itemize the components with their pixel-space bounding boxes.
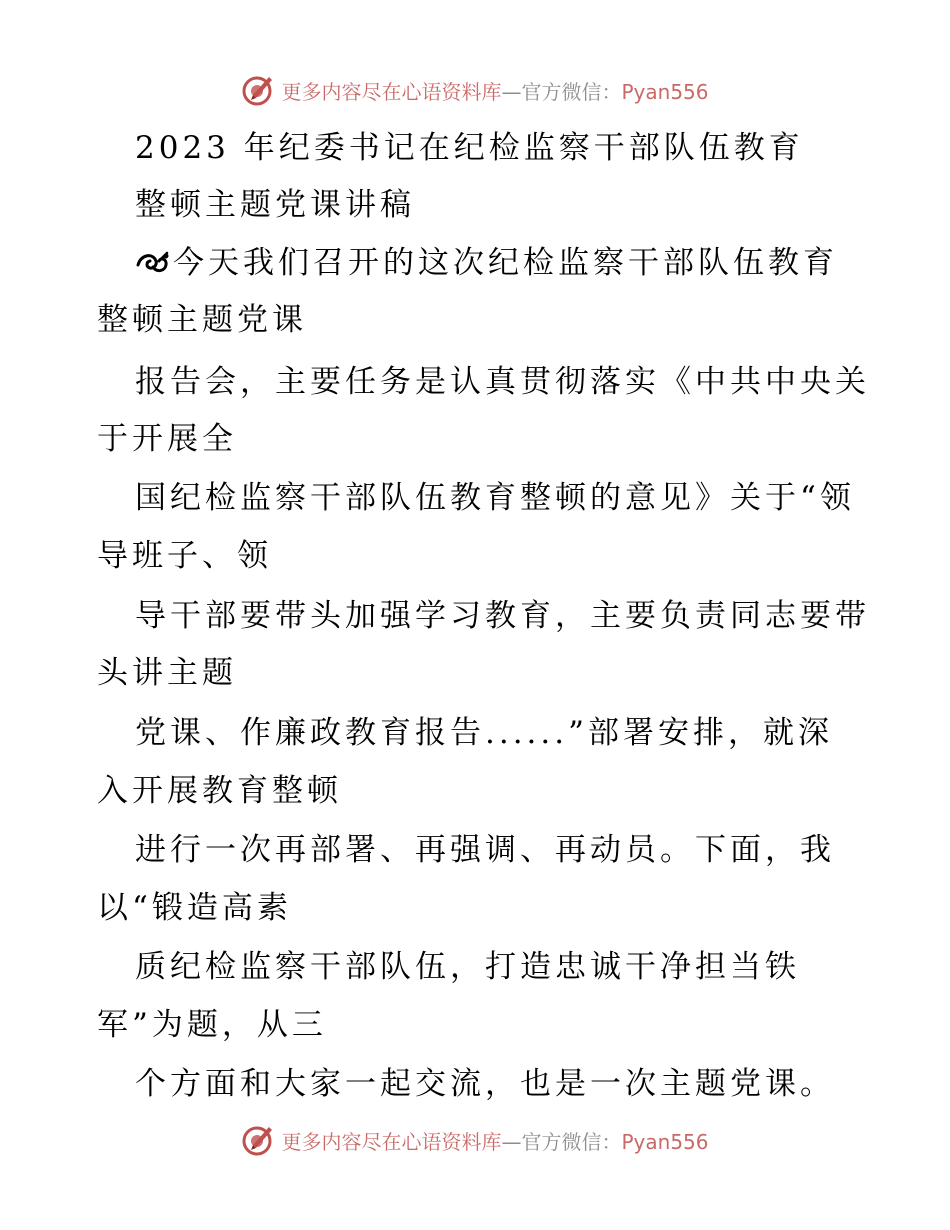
- banner-library-text: 更多内容尽在心语资料库: [281, 1129, 502, 1154]
- banner-dash: —: [501, 1129, 522, 1154]
- fleuron-icon: [135, 247, 169, 277]
- body-line-8: 头讲主题: [97, 655, 237, 691]
- body-line-12: 以“锻造高素: [97, 890, 292, 926]
- pen-logo-icon: [241, 1123, 275, 1157]
- body-line-13: 质纪检监察干部队伍，打造忠诚干净担当铁: [135, 949, 800, 985]
- body-line-7: 导干部要带头加强学习教育，主要负责同志要带: [135, 598, 870, 634]
- body-line-11: 进行一次再部署、再强调、再动员。下面，我: [135, 832, 835, 868]
- body-line-10: 入开展教育整顿: [97, 773, 342, 809]
- banner-library-text: 更多内容尽在心语资料库: [281, 79, 502, 104]
- header-banner: [0, 70, 950, 110]
- pen-logo-icon: [241, 73, 275, 107]
- banner-dash: —: [501, 79, 522, 104]
- body-line-14: 军”为题，从三: [97, 1007, 327, 1043]
- body-line-15: 个方面和大家一起交流，也是一次主题党课。: [135, 1066, 835, 1102]
- banner-text: [281, 1126, 708, 1155]
- banner-wechat-id: Pyan556: [621, 79, 709, 104]
- banner-wechat-label: 官方微信：: [521, 1129, 622, 1154]
- body-line-1: [135, 243, 838, 283]
- banner-wechat-id: Pyan556: [621, 1129, 709, 1154]
- body-line-6: 导班子、领: [97, 538, 272, 574]
- body-line-4: 于开展全: [97, 421, 237, 457]
- document-title-line-1: 2023 年纪委书记在纪检监察干部队伍教育: [135, 130, 804, 166]
- document-title-line-2: 整顿主题党课讲稿: [135, 187, 415, 223]
- body-line-3: 报告会，主要任务是认真贯彻落实《中共中央关: [135, 364, 870, 400]
- banner-text: [281, 76, 708, 105]
- footer-banner: [0, 1120, 950, 1160]
- banner-wechat-label: 官方微信：: [521, 79, 622, 104]
- body-line-1-text: 今天我们召开的这次纪检监察干部队伍教育: [173, 245, 838, 281]
- body-line-9: 党课、作廉政教育报告......”部署安排，就深: [135, 715, 833, 751]
- body-line-2: 整顿主题党课: [97, 302, 307, 338]
- body-line-5: 国纪检监察干部队伍教育整顿的意见》关于“领: [135, 480, 855, 516]
